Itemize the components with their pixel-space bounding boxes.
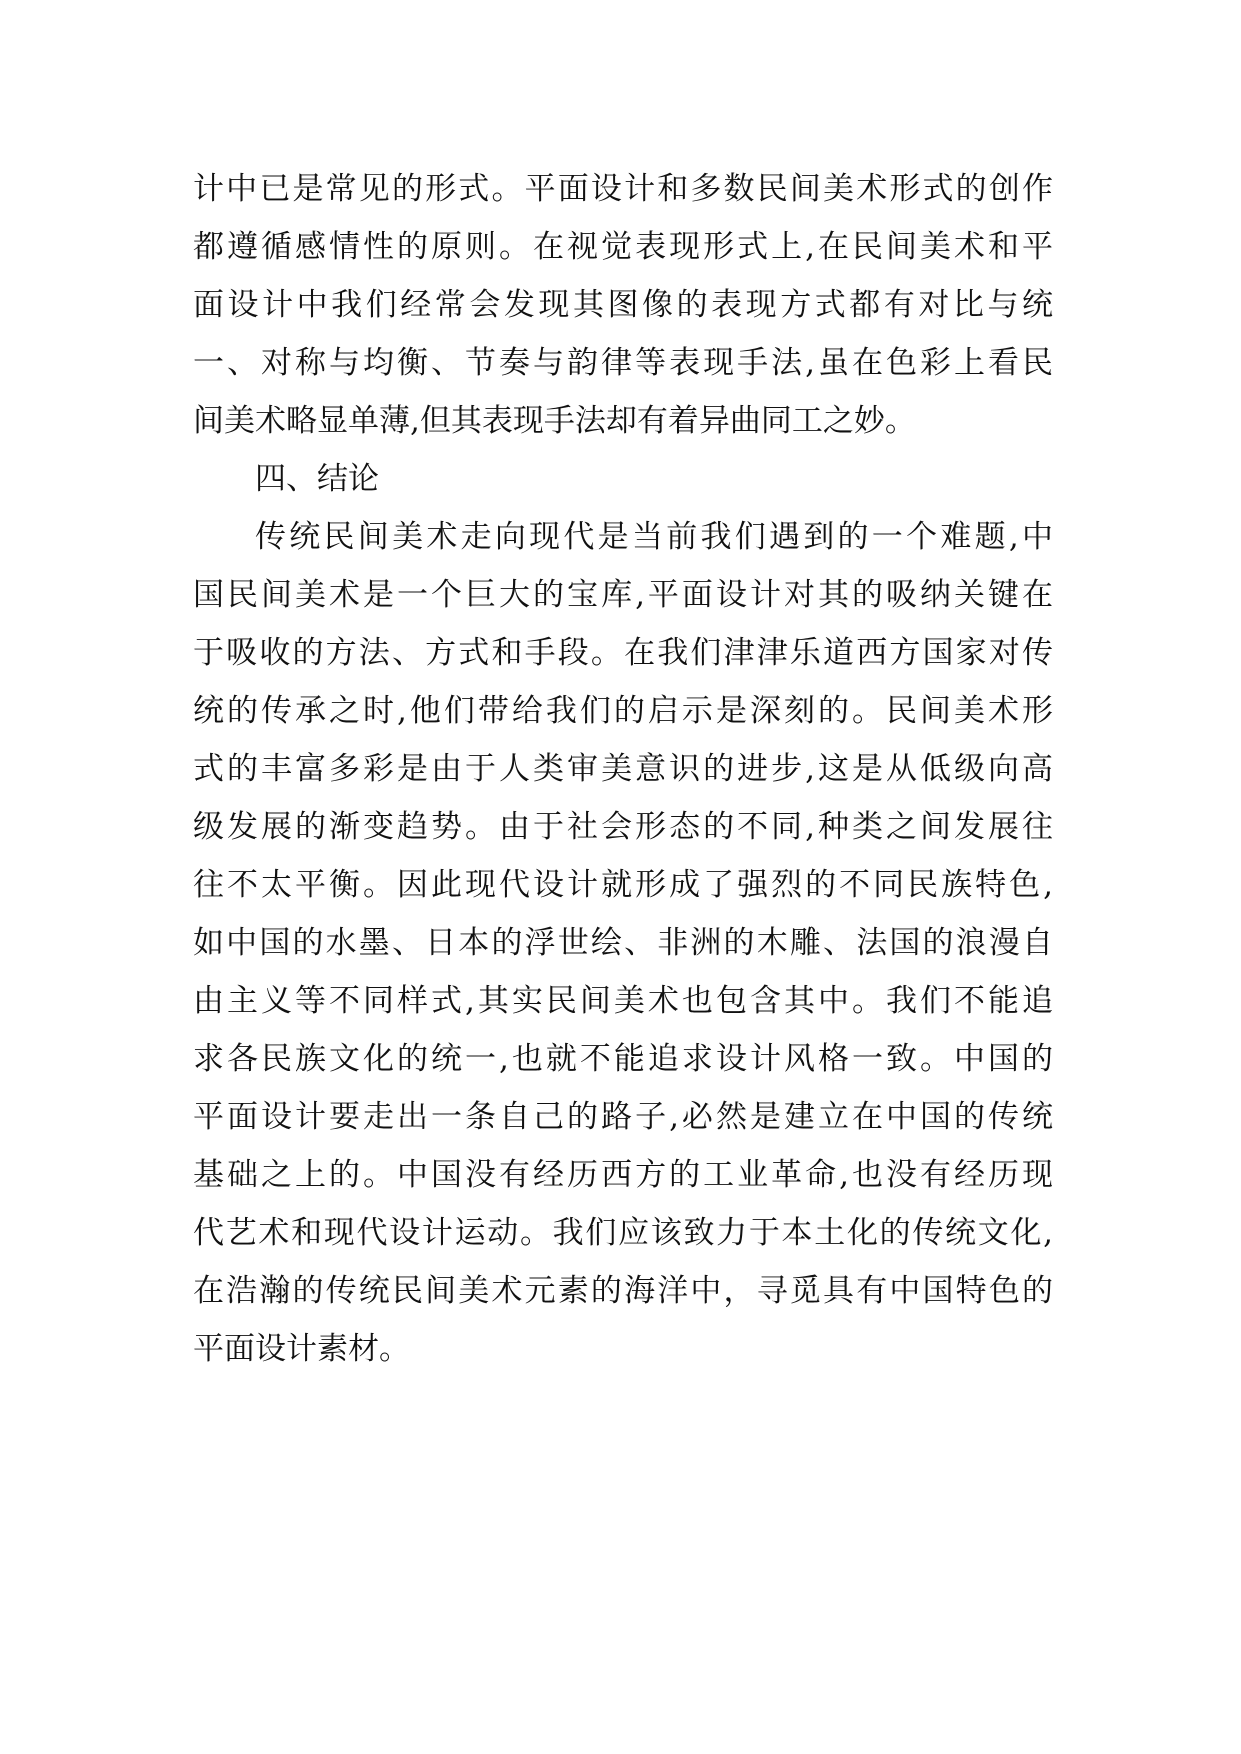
text-line: 求各民族文化的统一,也就不能追求设计风格一致。中国的 [193,1041,1053,1077]
text-line: 于吸收的方法、方式和手段。在我们津津乐道西方国家对传 [193,635,1053,671]
text-line: 往不太平衡。因此现代设计就形成了强烈的不同民族特色, [193,867,1053,903]
text-line: 级发展的渐变趋势。由于社会形态的不同,种类之间发展往 [193,809,1053,845]
text-line: 代艺术和现代设计运动。我们应该致力于本土化的传统文化, [193,1215,1053,1251]
paragraph-continuation [193,160,1053,450]
text-line: 由主义等不同样式,其实民间美术也包含其中。我们不能追 [193,983,1053,1019]
text-line: 国民间美术是一个巨大的宝库,平面设计对其的吸纳关键在 [193,577,1053,613]
section-heading [193,450,1053,508]
text-line: 平面设计素材。 [193,1331,410,1367]
text-line: 如中国的水墨、日本的浮世绘、非洲的木雕、法国的浪漫自 [193,925,1053,961]
text-line: 基础之上的。中国没有经历西方的工业革命,也没有经历现 [193,1157,1053,1193]
text-line: 间美术略显单薄,但其表现手法却有着异曲同工之妙。 [193,403,916,439]
body-text [193,160,1053,1378]
text-line: 在浩瀚的传统民间美术元素的海洋中，寻觅具有中国特色的 [193,1273,1053,1309]
text-line: 计中已是常见的形式。平面设计和多数民间美术形式的创作 [193,171,1053,207]
text-line: 统的传承之时,他们带给我们的启示是深刻的。民间美术形 [193,693,1053,729]
heading-conclusion: 四、结论 [255,461,379,497]
text-line: 一、对称与均衡、节奏与韵律等表现手法,虽在色彩上看民 [193,345,1053,381]
text-line: 都遵循感情性的原则。在视觉表现形式上,在民间美术和平 [193,229,1053,265]
text-line: 传统民间美术走向现代是当前我们遇到的一个难题,中 [255,519,1053,555]
paragraph-conclusion [193,508,1053,1378]
text-line: 式的丰富多彩是由于人类审美意识的进步,这是从低级向高 [193,751,1053,787]
text-line: 平面设计要走出一条自己的路子,必然是建立在中国的传统 [193,1099,1053,1135]
text-line: 面设计中我们经常会发现其图像的表现方式都有对比与统 [193,287,1053,323]
